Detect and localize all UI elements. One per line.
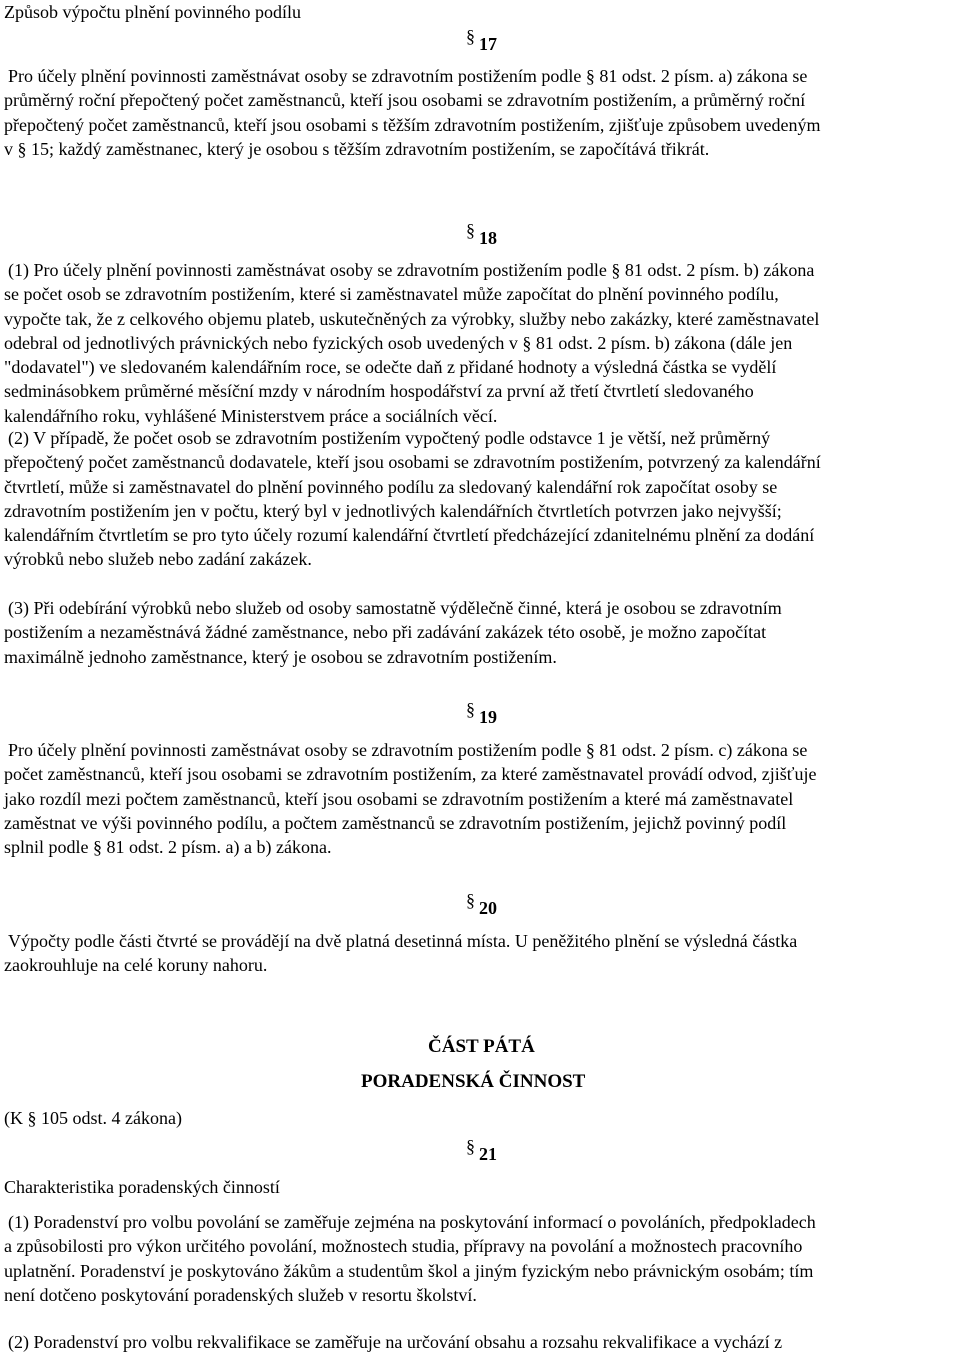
paragraph-line: "dodavatel") ve sledovaném kalendářním roce, se odečte daň z přidané hodnoty a výsledná částka se vydělí	[4, 357, 777, 378]
paragraph-line: (1) Poradenství pro volbu povolání se zaměřuje zejména na poskytování informací o povoláních, předpokladech	[8, 1212, 816, 1232]
paragraph-line: (2) Poradenství pro volbu rekvalifikace se zaměřuje na určování obsahu a rozsahu rekvalifikace a vychází z	[8, 1332, 783, 1352]
section-sign: §	[466, 220, 475, 240]
paragraph-line: v § 15; každý zaměstnanec, který je osobou s těžším zdravotním postižením, se započítává třikrát.	[4, 138, 710, 159]
paragraph-line: vypočte tak, že z celkového objemu plateb, uskutečněných za výrobky, služby nebo zakázky, které zaměstnavatel	[4, 308, 820, 329]
paragraph-line: počet zaměstnanců, kteří jsou osobami se zdravotním postižením, za které zaměstnavatel provádí odvod, zjišťuje	[4, 764, 817, 785]
paragraph-line: kalendářního roku, vyhlášené Ministerstvem práce a sociálních věcí.	[4, 405, 498, 426]
paragraph-line: přepočtený počet zaměstnanců, kteří jsou osobami s těžším zdravotním postižením, zjišťuje způsobem uvedeným	[4, 114, 821, 135]
paragraph-line: postižením a nezaměstnává žádné zaměstnance, nebo při zadávání zakázek této osobě, je možno započítat	[4, 622, 767, 643]
section-18-paragraph-2	[4, 426, 956, 572]
paragraph-line: není dotčeno poskytování poradenských služeb v resortu školství.	[4, 1284, 477, 1305]
paragraph-line: zdravotním postižením jen v počtu, který byl v jednotlivých kalendářních čtvrtletích potvrzen jako nejvyšší;	[4, 500, 782, 521]
paragraph-line: odebral od jednotlivých právnických nebo fyzických osob uvedených v § 81 odst. 2 písm. b) zákona (dále jen	[4, 332, 793, 353]
section-number: 19	[479, 707, 497, 727]
section-21-paragraph-1	[4, 1210, 956, 1307]
section-number: 17	[479, 34, 497, 54]
paragraph-line: Výpočty podle části čtvrté se provádějí na dvě platná desetinná místa. U peněžitého plnění se výsledná částka	[8, 931, 798, 951]
section-number: 21	[479, 1144, 497, 1164]
paragraph-line: zaměstnat ve výši povinného podílu, a počtem zaměstnanců se zdravotním postižením, jejichž povinný podíl	[4, 812, 787, 833]
part-subheading: PORADENSKÁ ČINNOST	[361, 1071, 586, 1092]
section-20-paragraph	[4, 929, 956, 978]
section-20-heading	[466, 890, 497, 920]
paragraph-line: jako rozdíl mezi počtem zaměstnanců, kteří jsou osobami se zdravotním postižením a které má zaměstnavatel	[4, 788, 794, 809]
section-sign: §	[466, 1136, 475, 1156]
section-17-paragraph	[4, 64, 956, 161]
section-sign: §	[466, 26, 475, 46]
law-reference: (K § 105 odst. 4 zákona)	[4, 1108, 182, 1128]
paragraph-line: (1) Pro účely plnění povinnosti zaměstnávat osoby se zdravotním postižením podle § 81 odst. 2 písm. b) zákona	[8, 260, 815, 280]
paragraph-line: přepočtený počet zaměstnanců dodavatele, kteří jsou osobami se zdravotním postižením, potvrzený za kalendářní	[4, 452, 821, 473]
paragraph-line: zaokrouhluje na celé koruny nahoru.	[4, 955, 268, 976]
section-sign: §	[466, 890, 475, 910]
section-18-heading	[466, 220, 497, 250]
part-heading: ČÁST PÁTÁ	[428, 1036, 535, 1057]
paragraph-line: splnil podle § 81 odst. 2 písm. a) a b) zákona.	[4, 837, 332, 858]
section-21-paragraph-2	[4, 1330, 956, 1354]
section-number: 20	[479, 898, 497, 918]
section-19-paragraph	[4, 738, 956, 859]
paragraph-line: výrobků nebo služeb nebo zadání zakázek.	[4, 549, 312, 570]
paragraph-line: se počet osob se zdravotním postižením, které si zaměstnavatel může započítat do plnění povinného podílu,	[4, 284, 779, 305]
section-19-heading	[466, 699, 497, 729]
paragraph-line: a způsobilosti pro výkon určitého povolání, možnostech studia, přípravy na povolání a možnostech pracovního	[4, 1236, 803, 1257]
page-title: Způsob výpočtu plnění povinného podílu	[4, 2, 301, 22]
paragraph-line: (3) Při odebírání výrobků nebo služeb od osoby samostatně výdělečně činné, která je osobou se zdravotním	[8, 598, 782, 618]
section-number: 18	[479, 228, 497, 248]
paragraph-line: kalendářním čtvrtletím se pro tyto účely rozumí kalendářní čtvrtletí předcházející zdanitelnému plnění za dodání	[4, 525, 815, 546]
section-17-heading	[466, 26, 497, 56]
paragraph-line: maximálně jednoho zaměstnance, který je osobou se zdravotním postižením.	[4, 646, 557, 667]
paragraph-line: průměrný roční přepočtený počet zaměstnanců, kteří jsou osobami se zdravotním postižením, a průměrný roční	[4, 90, 806, 111]
section-sign: §	[466, 699, 475, 719]
section-18-paragraph-3	[4, 596, 956, 669]
paragraph-line: Pro účely plnění povinnosti zaměstnávat osoby se zdravotním postižením podle § 81 odst. 2 písm. a) zákona se	[8, 66, 808, 86]
section-18-paragraph-1	[4, 258, 956, 428]
paragraph-line: uplatnění. Poradenství je poskytováno žákům a studentům škol a jiným fyzickým nebo právnickým osobám; tím	[4, 1260, 814, 1281]
paragraph-line: čtvrtletí, může si zaměstnavatel do plnění povinného podílu za sledovaný kalendářní rok započítat osoby se	[4, 476, 778, 497]
paragraph-line: (2) V případě, že počet osob se zdravotním postižením vypočtený podle odstavce 1 je větší, než průměrný	[8, 428, 771, 448]
paragraph-line: Pro účely plnění povinnosti zaměstnávat osoby se zdravotním postižením podle § 81 odst. 2 písm. c) zákona se	[8, 740, 808, 760]
paragraph-line: sedminásobkem průměrné měsíční mzdy v národním hospodářství za první až třetí čtvrtletí sledovaného	[4, 381, 754, 402]
section-21-heading	[466, 1136, 497, 1166]
section-21-caption: Charakteristika poradenských činností	[4, 1177, 280, 1197]
